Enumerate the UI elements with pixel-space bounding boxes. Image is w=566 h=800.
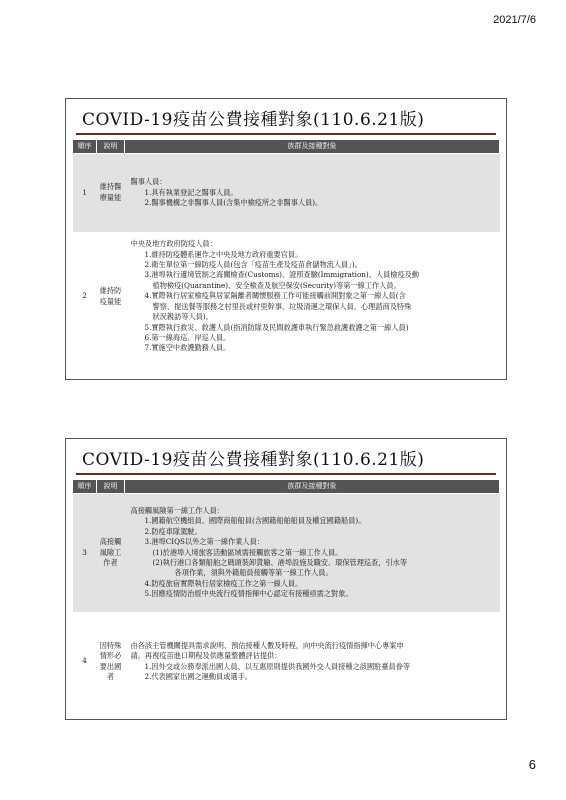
row-seq: 4 xyxy=(73,612,97,712)
row-line: 4.防疫旅宿實際執行居家檢疫工作之第一線人員。 xyxy=(144,578,303,588)
row-line: 1.具有執業登記之醫事人員。 xyxy=(144,187,238,197)
header-target: 族群及接種對象 xyxy=(125,140,500,154)
table-row xyxy=(73,232,500,362)
row-line: 請。再視疫苗進口期程及供應量整體評估提供： xyxy=(130,651,282,661)
table-header xyxy=(73,480,500,494)
title-rule xyxy=(76,473,496,475)
row-line: 4.實際執行居家檢疫與居家隔離者關懷服務工作可能接觸前開對象之第一線人員(含 xyxy=(144,291,406,301)
row-line: 2.醫事機構之非醫事人員(含集中檢疫所之非醫事人員)。 xyxy=(144,197,323,207)
row-line: 1.因外交或公務奉派出國人員、以互惠原則提供我國外交人員接種之該國駐臺員眷等 xyxy=(144,661,411,671)
header-note: 說明 xyxy=(97,480,125,494)
header-note: 說明 xyxy=(97,140,125,154)
row-line: 醫事人員： xyxy=(130,177,167,187)
header-target: 族群及接種對象 xyxy=(125,480,500,494)
row-note: 高接觸風險工作者 xyxy=(99,537,122,567)
row-line: 由各該主管機關提具需求說明、預估接種人數及時程，向中央流行疫情指揮中心專案申 xyxy=(130,640,404,650)
row-line: 植物檢疫(Quarantine)、安全檢查及航空保安(Security)等第一線工作人員。 xyxy=(152,280,401,290)
row-seq: 1 xyxy=(73,154,97,232)
row-body xyxy=(125,494,500,612)
slide-1 xyxy=(65,98,507,380)
row-line: 6.第一線海巡、岸巡人員。 xyxy=(144,332,231,342)
print-date: 2021/7/6 xyxy=(493,14,536,26)
row-line: 高接觸風險第一線工作人員： xyxy=(130,505,224,515)
title-rule xyxy=(76,133,496,135)
page-number: 6 xyxy=(528,757,536,772)
slide-2 xyxy=(65,438,507,720)
table-row xyxy=(73,494,500,612)
row-line: 1.國籍航空機組員、國際商船船員(含國籍船舶船員及權宜國籍船員)。 xyxy=(144,516,366,526)
slide-title: COVID-19疫苗公費接種對象(110.6.21版) xyxy=(82,110,425,130)
row-body xyxy=(125,612,500,712)
row-note: 維持醫療量能 xyxy=(99,182,122,202)
row-line: 2.衛生單位第一線防疫人員(包含「疫苗生產及疫苗倉儲物流人員」)。 xyxy=(144,260,362,270)
row-line: 5.因應疫情防治經中央流行疫情指揮中心認定有接種亟需之對象。 xyxy=(144,589,353,599)
slide-title: COVID-19疫苗公費接種對象(110.6.21版) xyxy=(82,450,425,470)
row-seq: 2 xyxy=(73,232,97,362)
row-body xyxy=(125,154,500,232)
table-row xyxy=(73,154,500,232)
row-line: 2.防疫車隊駕駛。 xyxy=(144,526,202,536)
row-line: 中央及地方政府防疫人員： xyxy=(130,239,217,249)
row-line: 警察、提送餐等服務之村里長或村里幹事、垃圾清運之環保人員、心理諮商及特殊 xyxy=(152,301,412,311)
row-line: 5.實際執行救災、救護人員(指消防隊及民間救護車執行緊急救護救護之第一線人員) xyxy=(144,322,409,332)
row-line: 3.港埠CIQS以外之第一線作業人員： xyxy=(144,537,264,547)
row-body xyxy=(125,232,500,362)
vaccination-table xyxy=(72,139,500,362)
row-line: 3.港埠執行邊境管制之海關檢查(Customs)、證照查驗(Immigration)、人員檢疫及動 xyxy=(144,270,420,280)
header-seq: 順序 xyxy=(73,480,97,494)
row-seq: 3 xyxy=(73,494,97,612)
table-header xyxy=(73,140,500,154)
vaccination-table xyxy=(72,479,500,712)
row-line: (2)執行港口各類船舶之碼頭裝卸貨艙、港埠設施及職安、環保管理巡查，引水等 xyxy=(152,557,408,567)
row-note: 因特殊情形必要出國者 xyxy=(99,640,122,681)
header-seq: 順序 xyxy=(73,140,97,154)
row-line: 狀況親訪等人員)。 xyxy=(152,312,213,322)
row-line: (1)於港埠入境旅客活動區域需接觸旅客之第一線工作人員。 xyxy=(152,547,343,557)
row-note: 維持防疫量能 xyxy=(99,286,122,306)
table-row xyxy=(73,612,500,712)
row-line: 7.實施空中救護勤務人員。 xyxy=(144,343,231,353)
row-line: 各項作業，須與外籍船員接觸等第一線工作人員。 xyxy=(174,568,333,578)
row-line: 1.維持防疫體系運作之中央及地方政府重要官員。 xyxy=(144,249,303,259)
row-line: 2.代表國家出國之運動員或選手。 xyxy=(144,671,252,681)
